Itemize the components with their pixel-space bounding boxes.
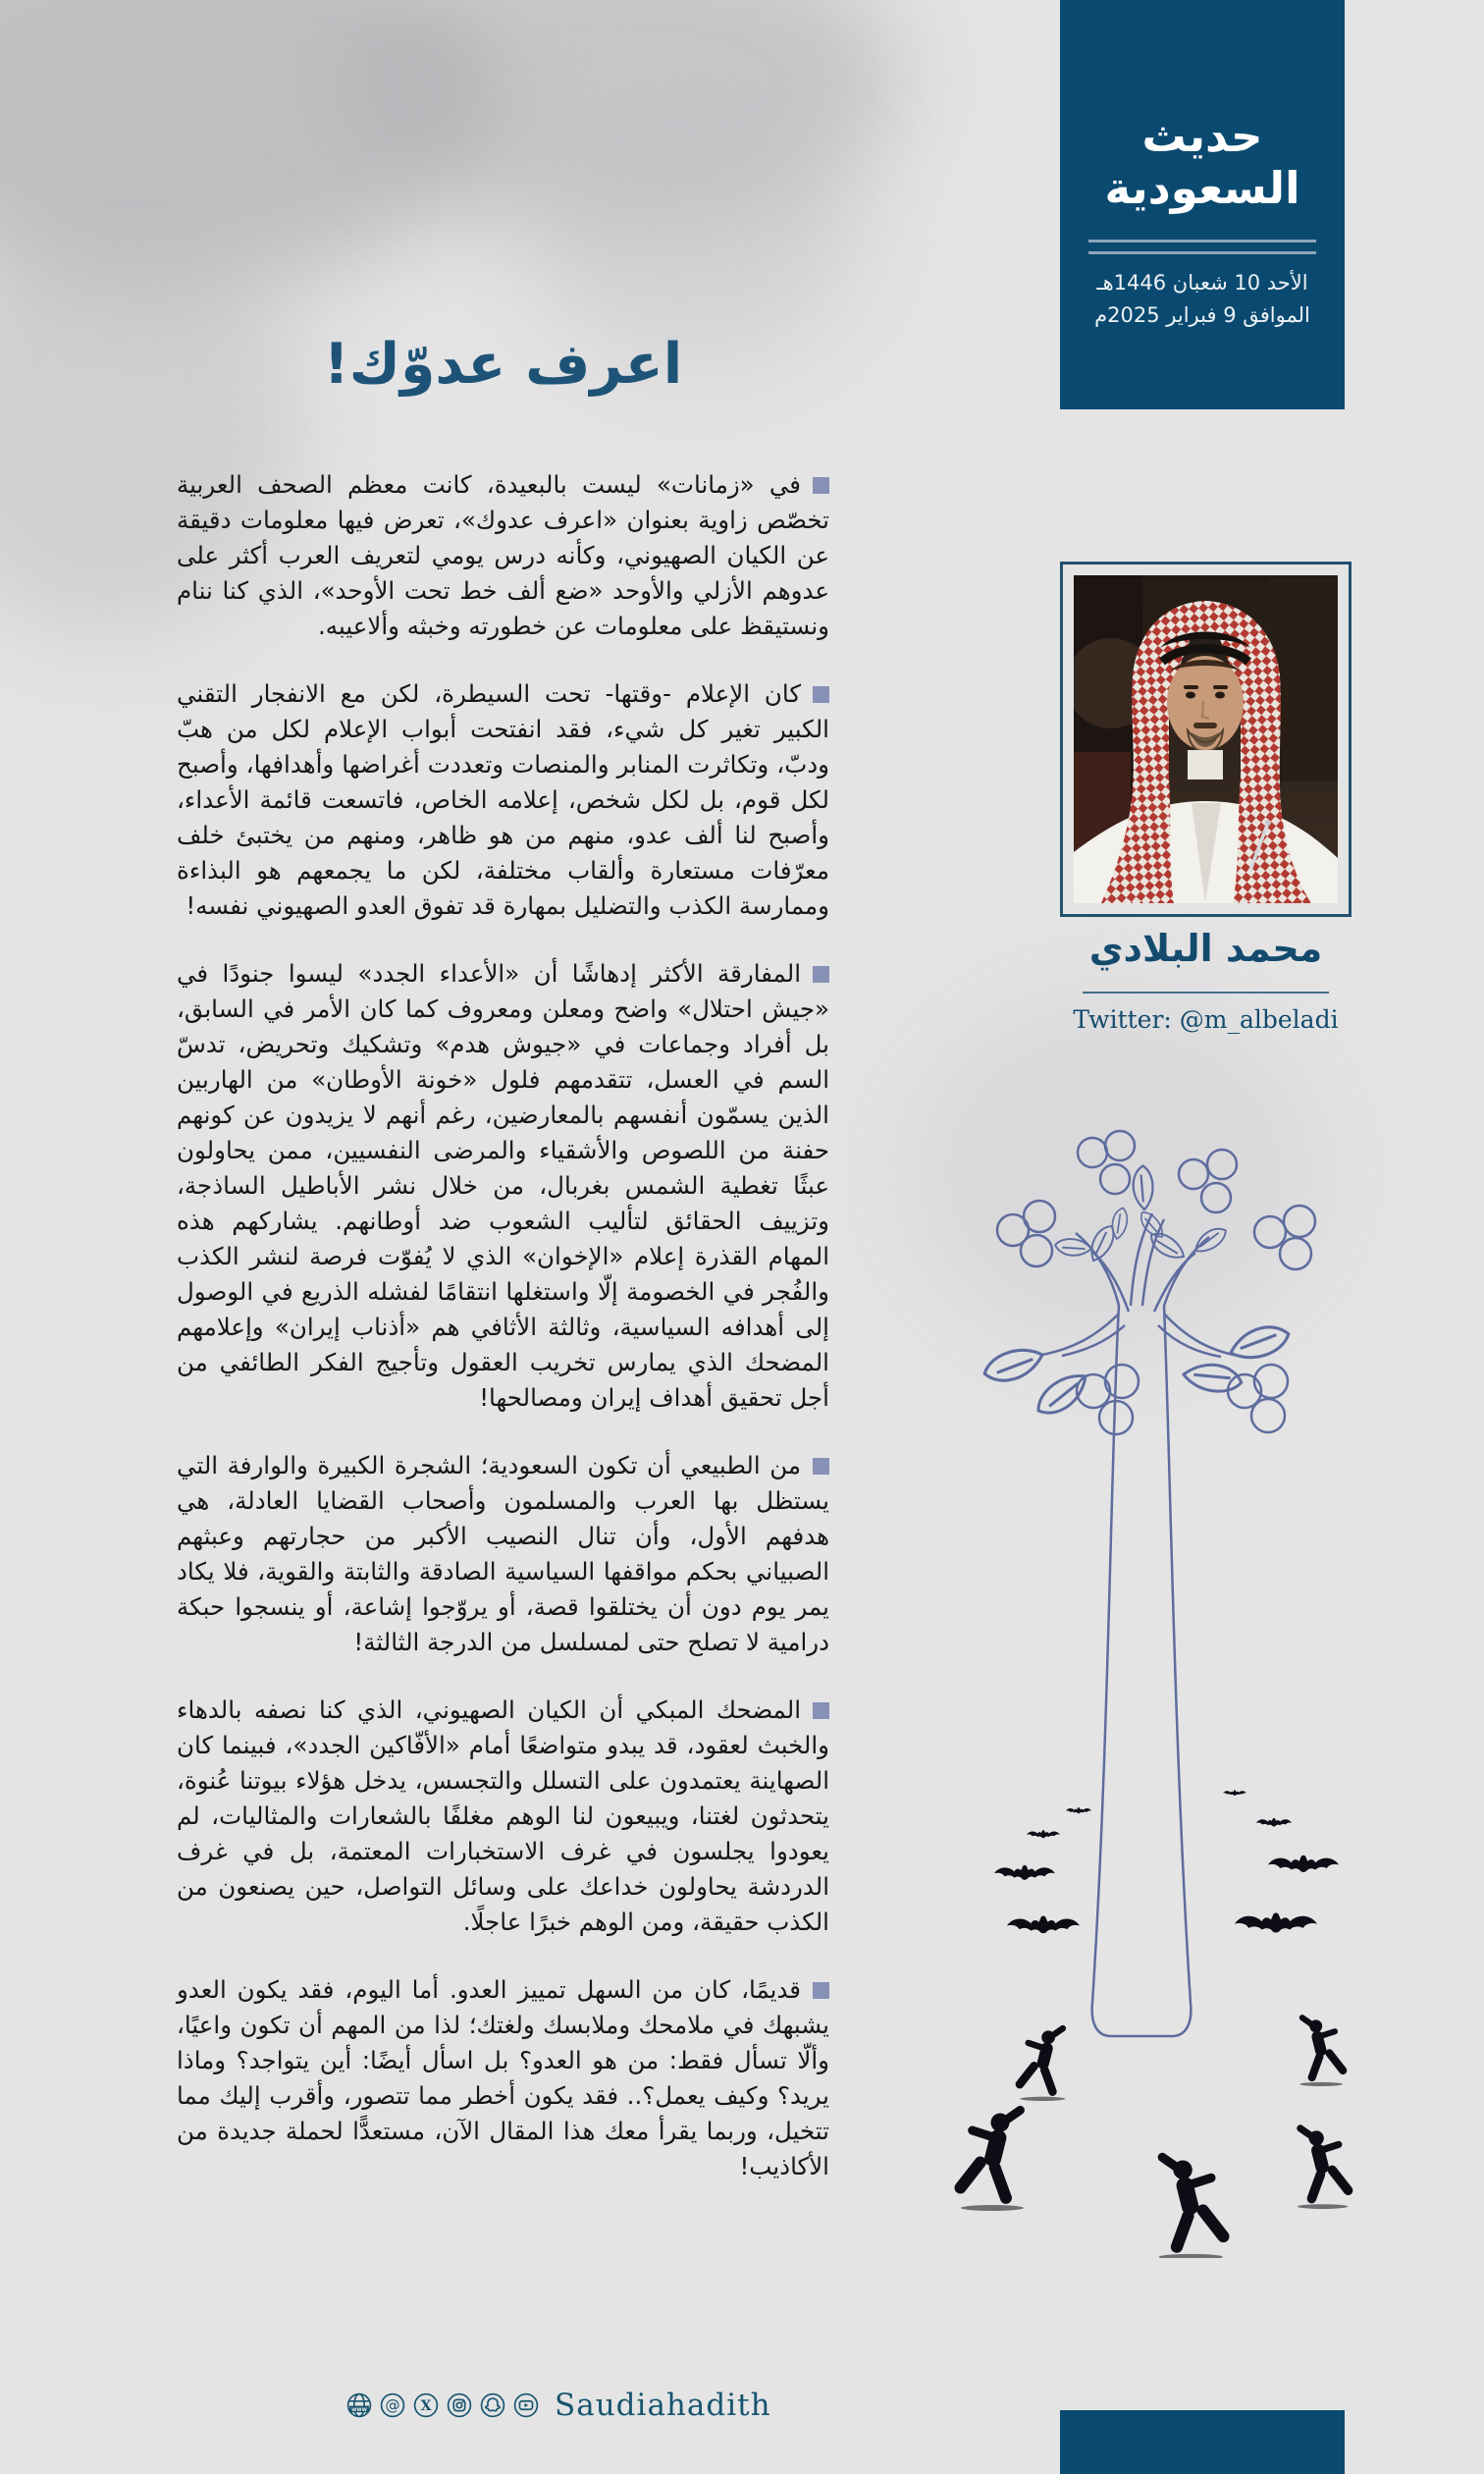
footer-bar [1060,2410,1345,2474]
paragraph-text: كان الإعلام -وقتها- تحت السيطرة، لكن مع الانفجار التقني الكبير تغير كل شيء، فقد انفتحت أبواب الإعلام لكل من هبّ ودبّ، وتكاثرت المنابر والمنصات وتعددت أغراضها وأهدافها، وأصبح لكل قوم، بل لكل شخص، إعلامه الخاص، فاتسعت قائمة الأعداء، وأصبح لنا ألف عدو، منهم من هو ظاهر، ومنهم من يختبئ خلف معرّفات مستعارة وألقاب مختلفة، لكن ما يجمعهم هو البذاءة وممارسة الكذب والتضليل بمهارة قد تفوق العدو الصهيوني نفسه! [177,679,829,920]
paragraph [177,1972,829,2184]
hijri-date: الأحد 10 شعبان 1446هـ [1096,271,1308,295]
paragraph-text: المضحك المبكي أن الكيان الصهيوني، الذي كنا نصفه بالدهاء والخبث لعقود، قد يبدو متواضعًا أمام «الأفّاكين الجدد»، فبينما كان الصهاينة يعتمدون على التسلل والتجسس، يدخل هؤلاء بيوتنا عُنوة، يتحدثون لغتنا، ويبيعون لنا الوهم مغلفًا بالشعارات والمثاليات، لم يعودوا يجلسون في غرف الاستخبارات المعتمة، بل في غرف الدردشة يحاولون خداعك على وسائل التواصل، حين يصنعون من الكذب حقيقة، ومن الوهم خبرًا عاجلًا. [177,1695,829,1936]
paragraph-bullet-icon [813,477,829,494]
author-twitter-handle[interactable]: Twitter: @m_albeladi [1073,1005,1339,1034]
author-divider [1083,992,1329,994]
paragraph [177,676,829,924]
paragraph [177,1693,829,1940]
paragraph-text: من الطبيعي أن تكون السعودية؛ الشجرة الكبيرة والوارفة التي يستظل بها العرب والمسلمون وأصحاب القضايا العادلة، هي هدفهم الأول، وأن تنال النصيب الأكبر من حجارتهم وعبثهم الصبياني بحكم مواقفها السياسية الصادقة والثابتة والقوية، فلا يكاد يمر يوم دون أن يختلقوا قصة، أو يروّجوا إشاعة، أو ينسجوا حبكة درامية لا تصلح حتى لمسلسل من الدرجة الثالثة! [177,1451,829,1656]
paragraph-bullet-icon [813,1982,829,1999]
footer-social-bar [345,2388,771,2423]
newspaper-logo: حديث السعودية [1104,110,1300,214]
article-body [177,467,829,2217]
svg-text:www: www [351,2407,367,2414]
paragraph-bullet-icon [813,966,829,983]
article-title: اعرف عدوّك! [323,332,683,397]
logo-divider [1088,240,1316,254]
author-photo-frame [1060,562,1352,917]
instagram-icon[interactable] [446,2392,473,2419]
gregorian-date: الموافق 9 فبراير 2025م [1094,303,1310,327]
paragraph [177,956,829,1416]
svg-text:X: X [420,2397,432,2414]
x-icon[interactable] [412,2392,440,2419]
snapchat-icon[interactable] [479,2392,506,2419]
smoke-texture [0,0,491,295]
paragraph-bullet-icon [813,1458,829,1475]
paragraph-bullet-icon [813,1702,829,1719]
fruit-tree [983,1131,1315,2036]
bat-icons [994,1790,1339,1933]
smoke-texture [353,0,903,236]
youtube-icon[interactable] [512,2392,540,2419]
thrower-figures [952,2014,1354,2258]
author-photo [1074,575,1338,903]
paragraph [177,1448,829,1660]
social-handle[interactable]: Saudiahadith [555,2388,771,2423]
paragraph-text: المفارقة الأكثر إدهاشًا أن «الأعداء الجدد» ليسوا جنودًا في «جيش احتلال» واضح ومعلن ومعروف كما كان الأمر في السابق، بل أفراد وجماعات في «جيوش هدم» وتشكيك وتحريض، تدسّ السم في العسل، تتقدمهم فلول «خونة الأوطان» من الهاربين الذين يسمّون أنفسهم بالمعارضين، رغم أنهم لا يزيدون عن كونهم حفنة من اللصوص والأشقياء والمرضى النفسيين، ممن يحاولون عبثًا تغطية الشمس بغربال، من خلال نشر الأباطيل الساذجة، وتزييف الحقائق لتأليب الشعوب ضد أوطانهم. يشاركهم هذه المهام القذرة إعلام «الإخوان» الذي لا يُفوّت فرصة لنشر الكذب والفُجر في الخصومة إلّا واستغلها انتقامًا لفشله الذريع في الوصول إلى أهدافه السياسية، وثالثة الأثافي هم «أذناب إيران» وإعلامهم المضحك الذي يمارس تخريب العقول وتأجيج الفكر الطائفي من أجل تحقيق أهداف إيران ومصالحها! [177,959,829,1412]
svg-text:@: @ [385,2396,400,2415]
issue-dates [1060,267,1345,332]
masthead-bar [1060,0,1345,409]
tree-illustration [883,1119,1413,2258]
website-globe-icon[interactable] [345,2392,373,2419]
author-name: محمد البلادي [1088,927,1323,970]
paragraph [177,467,829,644]
at-icon[interactable] [379,2392,406,2419]
paragraph-text: قديمًا، كان من السهل تمييز العدو. أما اليوم، فقد يكون العدو يشبهك في ملامحك وملابسك ولغتك؛ لذا من المهم أن تكون واعيًا، وألّا تسأل فقط: من هو العدو؟ بل اسأل أيضًا: أين يتواجد؟ وماذا يريد؟ وكيف يعمل؟.. فقد يكون أخطر مما تتصور، وأقرب إليك مما تتخيل، وربما يقرأ معك هذا المقال الآن، مستعدًّا لحملة جديدة من الأكاذيب! [177,1975,829,2180]
paragraph-bullet-icon [813,686,829,703]
paragraph-text: في «زمانات» ليست بالبعيدة، كانت معظم الصحف العربية تخصّص زاوية بعنوان «اعرف عدوك»، تعرض فيها معلومات دقيقة عن الكيان الصهيوني، وكأنه درس يومي لتعريف العرب أكثر على عدوهم الأزلي والأوحد «ضع ألف خط تحت الأوحد»، الذي كنا ننام ونستيقظ على معلومات عن خطورته وخبثه وألاعيبه. [177,470,829,640]
